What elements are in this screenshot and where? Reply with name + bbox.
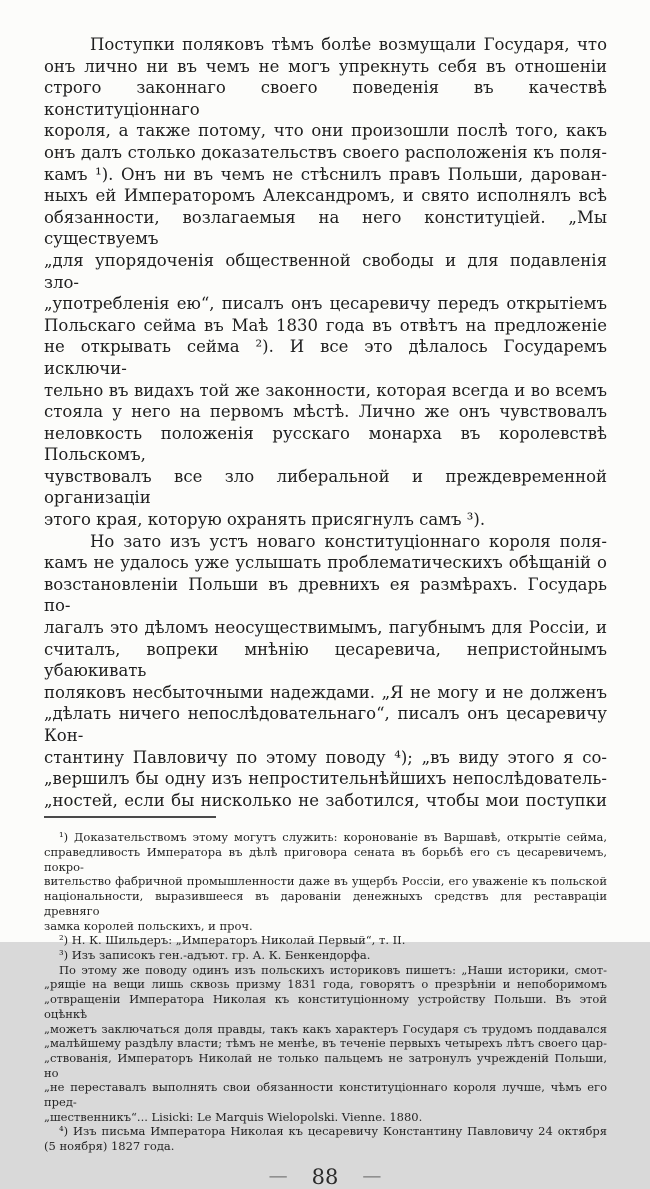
footnote-section [0,818,650,1153]
body-text-line: обязанности, возлагаемыя на него конституціей. „Мы существуемъ [44,207,607,249]
body-text-line: поляковъ несбыточными надеждами. „Я не могу и не долженъ [44,682,607,702]
page-number-dash-left: — [268,1164,288,1187]
body-text-line: лагалъ это дѣломъ неосуществимымъ, пагубнымъ для Россіи, и [44,618,607,638]
body-text-line: этого края, которую охранять присягнулъ самъ ³). [44,510,486,530]
footnote-line: „можетъ заключаться доля правды, такъ какъ характеръ Государя съ трудомъ поддавался [44,1021,607,1036]
footnote-line: ¹) Доказательствомъ этому могутъ служить: коронованіе въ Варшавѣ, открытіе сейма, [59,830,607,845]
body-text-line: строго законнаго своего поведенія въ качествѣ конституціоннаго [44,78,607,119]
footnote-line: „шественникъ“... Lisicki: Le Marquis Wielopolski. Vienne. 1880. [44,1109,423,1124]
footnote-line: (5 ноября) 1827 года. [44,1139,175,1154]
body-text-line: „ностей, если бы нисколько не заботился, чтобы мои поступки [44,790,607,810]
body-text-line: Поступки поляковъ тѣмъ болѣе возмущали Государя, что [90,35,607,54]
body-text-line: камъ не удалось уже услышать проблематическихъ обѣщаній о [44,553,607,573]
body-text-line: чувствовалъ все зло либеральной и преждевременной организаціи [44,466,607,508]
body-text-line: „дѣлать ничего непослѣдовательнаго“, писалъ онъ цесаревичу Кон- [44,704,607,745]
footnote-line: національности, выразившееся въ дарованіи денежныхъ средствъ для реставраціи древняго [44,889,607,918]
footnote-line: По этому же поводу одинъ изъ польскихъ историковъ пишетъ: „Наши историки, смот- [59,962,607,977]
footnote-line: вительство фабричной промышленности даже въ ущербъ Россіи, его уваженіе къ польской [44,874,607,889]
page-number [0,1165,650,1189]
body-text-line: не открывать сейма ²). И все это дѣлалось Государемъ исключи- [44,337,607,378]
body-text-line: камъ ¹). Онъ ни въ чемъ не стѣснилъ правъ Польши, дарован- [44,164,607,184]
page-number-value: 88 [311,1164,339,1189]
body-text-line: онъ далъ столько доказательствъ своего расположенія къ поля- [44,142,607,162]
body-text-line: „употребленія ею“, писалъ онъ цесаревичу передъ открытіемъ [44,294,607,314]
body-text-line: „для упорядоченія общественной свободы и для подавленія зло- [44,250,607,292]
footnote-line: ²) Н. К. Шильдеръ: „Императоръ Николай Первый“, т. II. [59,933,406,948]
body-text-line: „вершилъ бы одну изъ непростительнѣйшихъ непослѣдователь- [44,769,607,789]
footnote-line: „не переставалъ выполнять свои обязанности конституціоннаго короля лучше, чѣмъ его пред- [44,1080,607,1110]
footnote-line: замка королей польскихъ, и проч. [44,918,253,933]
body-text-line: ныхъ ей Императоромъ Александромъ, и свято исполнялъ всѣ [44,186,607,206]
body-text-line: тельно въ видахъ той же законности, которая всегда и во всемъ [44,380,607,400]
footnote-line: ³) Изъ записокъ ген.-адъют. гр. А. К. Бенкендорфа. [59,948,371,962]
footnote-line: ⁴) Изъ письма Императора Николая къ цесаревичу Константину Павловичу 24 октября [59,1124,607,1139]
body-text-line: считалъ, вопреки мнѣнію цесаревича, непристойнымъ убаюкивать [44,639,607,681]
body-text-line: Польскаго сейма въ Маѣ 1830 года въ отвѣтъ на предложеніе [44,315,607,335]
body-text-line: неловкость положенія русскаго монарха въ королевствѣ Польскомъ, [44,423,607,465]
footnote-line: „малѣйшему раздѣлу власти; тѣмъ не менѣе, въ теченіе первыхъ четырехъ лѣтъ своего цар- [44,1036,607,1051]
body-text-line: стояла у него на первомъ мѣстѣ. Лично же онъ чувствовалъ [44,402,607,422]
footnote-line: „ствованія, Императоръ Николай не только пальцемъ не затронулъ учрежденій Польши, но [44,1050,607,1080]
page-number-dash-right: — [362,1164,382,1187]
body-text-line: стантину Павловичу по этому поводу ⁴); „въ виду этого я со- [44,747,607,767]
body-text-line: возстановленіи Польши въ древнихъ ея размѣрахъ. Государь по- [44,574,607,616]
body-text-line: Но зато изъ устъ новаго конституціоннаго короля поля- [90,531,607,551]
body-text-line: короля, а также потому, что они произошли послѣ того, какъ [44,121,607,141]
footnote-line: „отвращеніи Императора Николая къ конституціонному устройству Польши. Въ этой оцѣнкѣ [44,992,607,1021]
body-text-line: онъ лично ни въ чемъ не могъ упрекнуть себя въ отношеніи [44,56,607,76]
footnote-line: „рящіе на вещи лишь сквозь призму 1831 года, говорятъ о презрѣніи и непоборимомъ [44,977,607,992]
footnote-line: справедливость Императора въ дѣлѣ приговора сената въ борьбѣ его съ цесаревичемъ, покро- [44,845,607,874]
